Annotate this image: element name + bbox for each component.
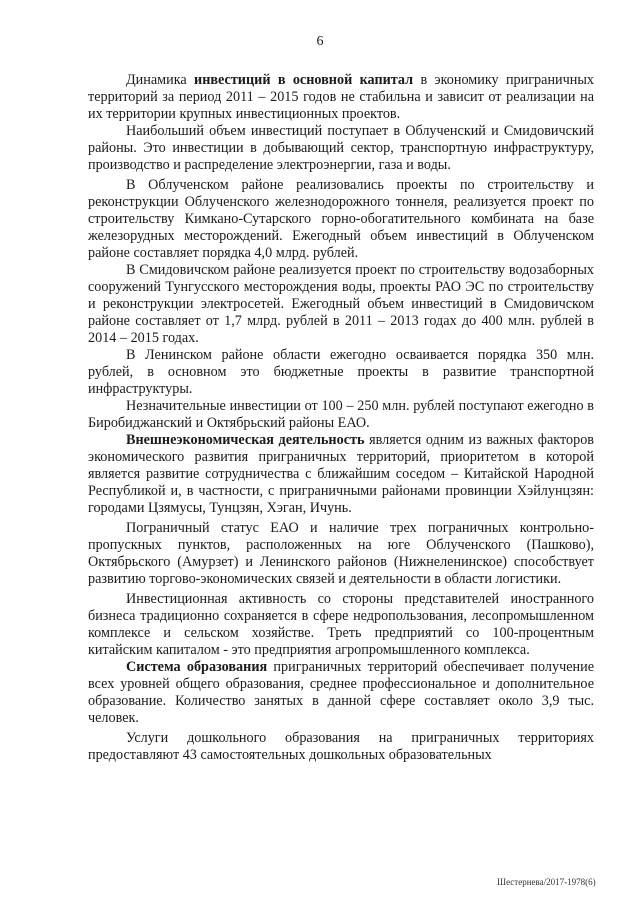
paragraph-obluchensky: В Облученском районе реализовались проекты по строительству и реконструкции Облученского железнодорожного тоннеля, реализуется проект по строительству Кимкано-Сутарского горно-обогатительного комбината на базе железорудных месторождений. Ежегодный объем инвестиций в Облученском районе составляет порядка 4,0 млрд. рублей. xyxy=(88,177,594,261)
paragraph-foreign-investment: Инвестиционная активность со стороны представителей иностранного бизнеса традиционно сохраняется в сфере недропользования, лесопромышленном комплексе и сельском хозяйстве. Треть предприятий со 100-процентным китайским капиталом - это предприятия агропромышленного комплекса. xyxy=(88,591,594,658)
paragraph-border-status: Пограничный статус ЕАО и наличие трех пограничных контрольно-пропускных пунктов, расположенных на юге Облученского (Пашково), Октябрьского (Амурзет) и Ленинского районов (Нижнеленинское) способствует развитию торгово-экономических связей и деятельности в области логистики. xyxy=(88,520,594,587)
document-body xyxy=(88,72,594,764)
paragraph-leninsky: В Ленинском районе области ежегодно осваивается порядка 350 млн. рублей, в основном это бюджетные проекты в развитие транспортной инфраструктуры. xyxy=(88,347,594,397)
paragraph-minor-investments: Незначительные инвестиции от 100 – 250 млн. рублей поступают ежегодно в Биробиджанский и Октябрьский районы ЕАО. xyxy=(88,398,594,431)
paragraph-foreign-trade: Внешнеэкономическая деятельность является одним из важных факторов экономического развития приграничных территорий, приоритетом в которой является развитие сотрудничества с ближайшим соседом – Китайской Народной Республикой и, в частности, с приграничными районами провинции Хэйлунцзян: городами Цзямусы, Тунцзян, Хэган, Ичунь. xyxy=(88,432,594,516)
paragraph-smidovichsky: В Смидовичском районе реализуется проект по строительству водозаборных сооружений Тунгусского месторождения воды, проекты РАО ЭС по строительству и реконструкции электросетей. Ежегодный объем инвестиций в Смидовичском районе составляет от 1,7 млрд. рублей в 2011 – 2013 годах до 400 млн. рублей в 2014 – 2015 годах. xyxy=(88,262,594,346)
page-number: 6 xyxy=(316,34,324,49)
paragraph-preschool: Услуги дошкольного образования на приграничных территориях предоставляют 43 самостоятельных дошкольных образовательных xyxy=(88,730,594,763)
footer-reference: Шестернева/2017-1978(6) xyxy=(497,877,596,887)
paragraph-education-system: Система образования приграничных территорий обеспечивает получение всех уровней общего образования, среднее профессиональное и дополнительное образование. Количество занятых в данной сфере составляет около 3,9 тыс. человек. xyxy=(88,659,594,726)
paragraph-investment-dynamics: Динамика инвестиций в основной капитал в экономику приграничных территорий за период 2011 – 2015 годов не стабильна и зависит от реализации на их территории крупных инвестиционных проектов. xyxy=(88,72,594,122)
paragraph-largest-investments: Наибольший объем инвестиций поступает в Облученский и Смидовичский районы. Это инвестиции в добывающий сектор, транспортную инфраструктуру, производство и распределение электроэнергии, газа и воды. xyxy=(88,123,594,173)
